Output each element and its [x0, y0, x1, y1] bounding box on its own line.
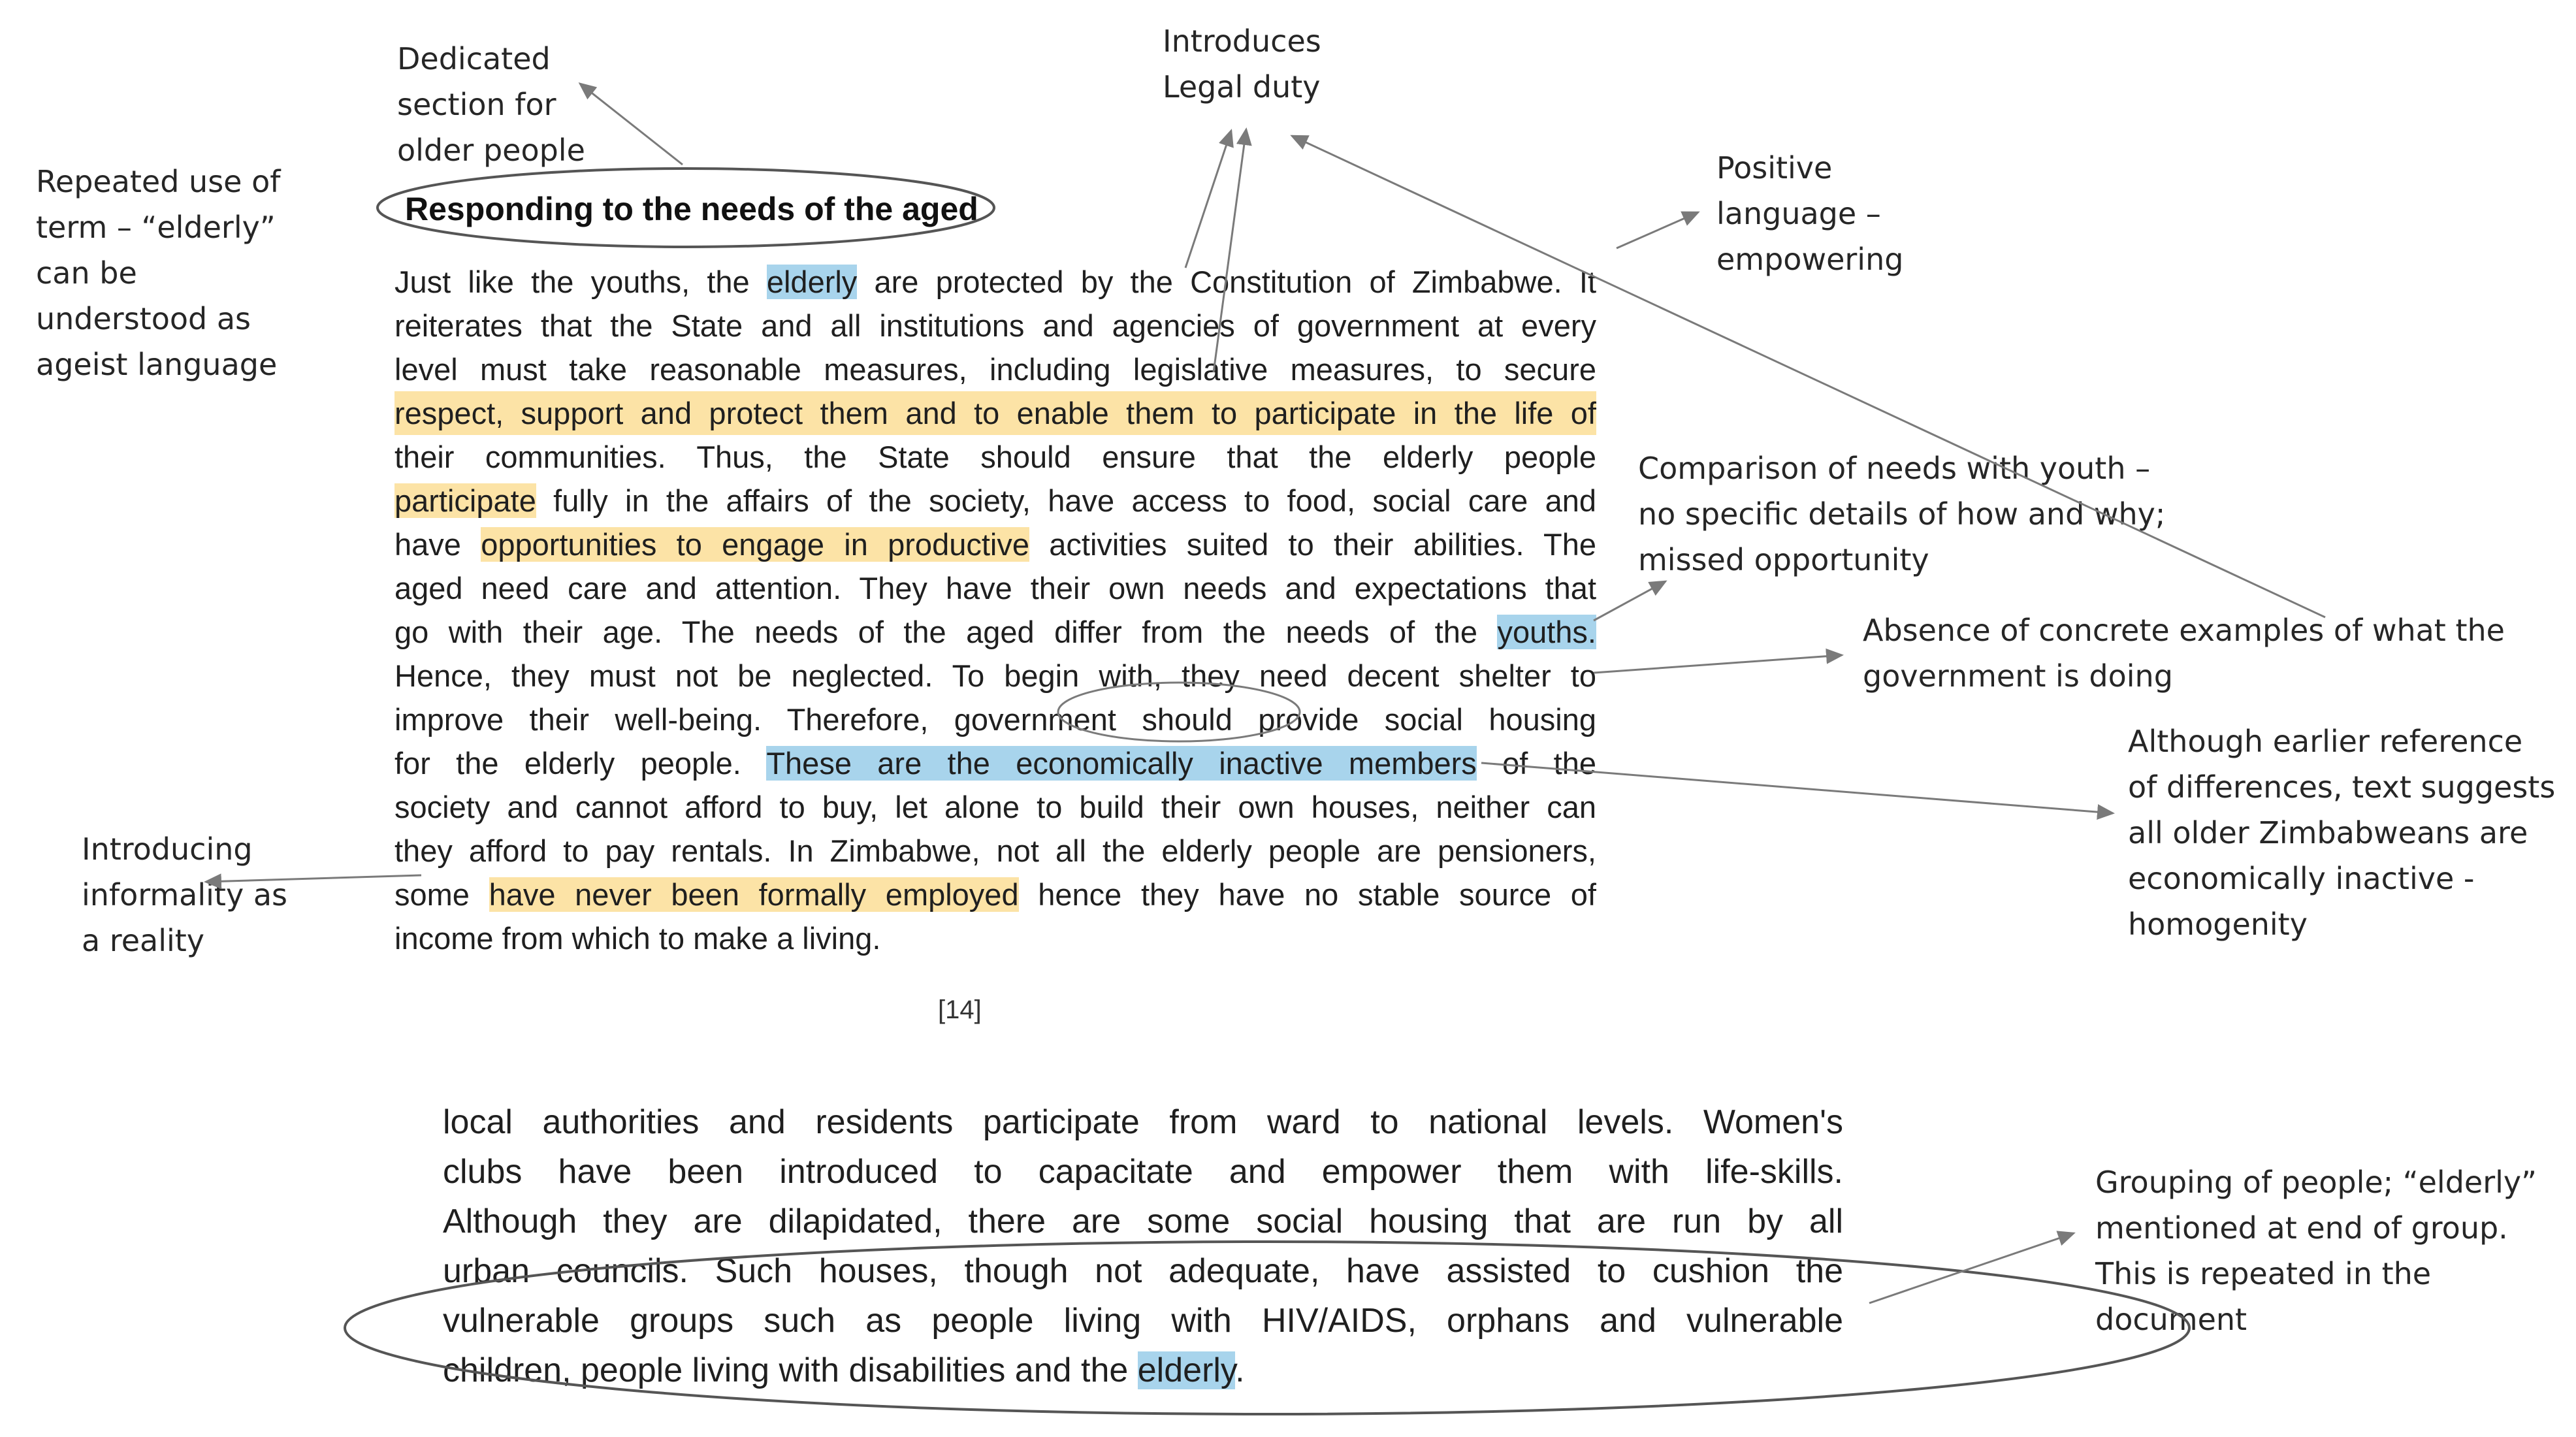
annotation-line: language –	[1716, 196, 1881, 231]
text-line: Although they are dilapidated, there are some social housing that are run by all	[443, 1203, 1843, 1240]
page-number: [14]	[938, 995, 982, 1024]
annotation-line: ageist language	[36, 347, 278, 382]
text-line: Hence, they must not be neglected. To begin with, they need decent shelter to	[394, 658, 1596, 693]
annotation-line: Legal duty	[1163, 69, 1321, 105]
annotation-line: term – “elderly”	[36, 210, 276, 245]
text-line: some have never been formally employed hence they have no stable source of	[394, 877, 1596, 912]
annotation-line: Introduces	[1163, 24, 1321, 59]
arrow-absence	[1594, 655, 1842, 673]
annotation-line: section for	[397, 87, 556, 122]
document-excerpt-upper	[394, 260, 1596, 960]
annotation-line: economically inactive -	[2128, 861, 2475, 896]
arrow-dedicated	[580, 84, 683, 165]
annotation-line: document	[2095, 1302, 2247, 1337]
highlight-youths: youths.	[1497, 615, 1596, 649]
annotation-line: Positive	[1716, 150, 1833, 186]
text-line: Just like the youths, the elderly are protected by the Constitution of Zimbabwe. It	[394, 265, 1596, 299]
annotation-line: older people	[397, 133, 585, 168]
text-line: aged need care and attention. They have their own needs and expectations that	[394, 571, 1596, 605]
arrow-comparison	[1594, 581, 1666, 621]
annotation-line: Comparison of needs with youth –	[1638, 451, 2151, 486]
text-line: clubs have been introduced to capacitate and empower them with life-skills.	[443, 1153, 1843, 1191]
text-line: they afford to pay rentals. In Zimbabwe, not all the elderly people are pensioners,	[394, 833, 1596, 868]
arrow-positive	[1617, 212, 1698, 248]
document-excerpt-lower	[443, 1097, 1843, 1395]
annotation-line: Repeated use of	[36, 164, 281, 199]
text-line: children, people living with disabilities and the elderly.	[443, 1351, 1245, 1389]
annotation-line: a reality	[82, 923, 205, 958]
highlight-elderly-lower: elderly	[1137, 1351, 1236, 1389]
annotation-line: Although earlier reference	[2128, 724, 2523, 759]
text-line: reiterates that the State and all institutions and agencies of government at every	[394, 308, 1596, 343]
annotation-line: informality as	[82, 877, 287, 912]
highlight-participate: participate	[394, 483, 536, 518]
highlight-opportunities: opportunities to engage in productive	[481, 527, 1029, 562]
highlight-elderly: elderly	[766, 265, 858, 299]
annotation-line: Absence of concrete examples of what the	[1863, 613, 2505, 648]
text-line: local authorities and residents participate from ward to national levels. Women's	[443, 1103, 1843, 1141]
annotation-grouping	[2095, 1159, 2537, 1342]
annotation-legal-duty	[1163, 18, 1321, 110]
text-line: urban councils. Such houses, though not adequate, have assisted to cushion the	[443, 1252, 1843, 1290]
annotation-line: understood as	[36, 301, 251, 336]
annotation-line: government is doing	[1863, 658, 2173, 694]
annotation-line: no specific details of how and why;	[1638, 496, 2166, 532]
annotation-line: of differences, text suggests	[2128, 769, 2556, 805]
annotation-line: Introducing	[82, 832, 253, 867]
annotation-although	[2128, 718, 2555, 947]
text-line: go with their age. The needs of the aged differ from the needs of the youths.	[394, 615, 1596, 649]
annotation-line: missed opportunity	[1638, 542, 1929, 577]
annotation-line: homogenity	[2128, 907, 2308, 942]
annotation-line: mentioned at end of group.	[2095, 1210, 2508, 1246]
text-line: level must take reasonable measures, including legislative measures, to secure	[394, 352, 1596, 387]
text-line: improve their well-being. Therefore, government should provide social housing	[394, 702, 1596, 737]
annotation-line: empowering	[1716, 242, 1904, 277]
annotation-informality	[82, 826, 287, 963]
annotation-line: can be	[36, 255, 137, 291]
text-line: vulnerable groups such as people living with HIV/AIDS, orphans and vulnerable	[443, 1302, 1843, 1340]
text-line: for the elderly people. These are the economically inactive members of the	[394, 746, 1596, 781]
arrow-legal-1	[1185, 131, 1231, 268]
annotation-line: all older Zimbabweans are	[2128, 815, 2528, 850]
annotation-dedicated-section	[397, 36, 585, 173]
highlight-economically-inactive: These are the economically inactive members	[766, 746, 1477, 781]
annotation-absence	[1863, 607, 2505, 699]
annotation-line: This is repeated in the	[2095, 1256, 2432, 1291]
annotation-repeated-term	[36, 159, 280, 387]
text-line: have opportunities to engage in productive activities suited to their abilities. The	[394, 527, 1596, 562]
section-title: Responding to the needs of the aged	[405, 191, 978, 227]
highlight-respect-support: respect, support and protect them and to enable them to participate in the life of	[394, 391, 1596, 435]
text-line: society and cannot afford to buy, let alone to build their own houses, neither can	[394, 790, 1596, 824]
annotation-comparison	[1638, 445, 2165, 583]
annotation-line: Dedicated	[397, 41, 551, 76]
text-line: income from which to make a living.	[394, 921, 881, 956]
text-line: participate fully in the affairs of the society, have access to food, social care and	[394, 483, 1596, 518]
arrow-grouping	[1869, 1233, 2074, 1303]
annotation-line: Grouping of people; “elderly”	[2095, 1165, 2537, 1200]
annotation-positive-language	[1716, 145, 1903, 282]
highlight-never-employed: have never been formally employed	[489, 877, 1019, 912]
text-line: their communities. Thus, the State should ensure that the elderly people	[394, 440, 1596, 474]
